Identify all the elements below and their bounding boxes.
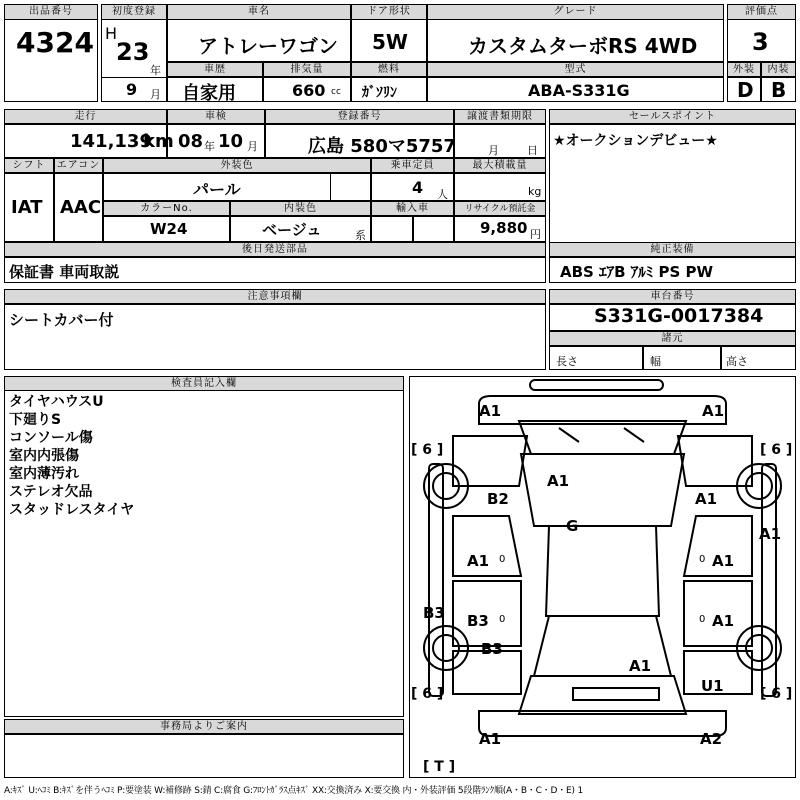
interior-value: ベージュ (262, 221, 322, 239)
equip-label: 純正装備 (549, 242, 796, 257)
interior-unit: 系 (355, 229, 366, 242)
maxload-label: 最大積載量 (454, 158, 546, 173)
sales-value: ★オークションデビュー★ (553, 133, 718, 149)
door-value: 5W (372, 30, 408, 54)
first-reg-label: 初度登録 (101, 4, 167, 20)
shift-label: シフト (4, 158, 54, 173)
history-value: 自家用 (182, 83, 236, 104)
maxload-unit: kg (528, 185, 542, 198)
office-label: 事務局よりご案内 (4, 719, 404, 734)
zero-mark: 0 (699, 554, 706, 565)
later-label: 後日発送部品 (4, 242, 546, 257)
damage-mark: A1 (712, 552, 735, 570)
tire-mark: [ 6 ] (760, 442, 793, 458)
front-fender-right (678, 436, 752, 486)
insp-year-unit: 年 (204, 140, 215, 153)
damage-mark: A1 (695, 490, 718, 508)
disp-unit: cc (331, 87, 341, 97)
colorno-value: W24 (150, 220, 188, 238)
zero-mark: 0 (499, 614, 506, 625)
door-label: ドア形状 (351, 4, 427, 20)
wiper-right (624, 428, 644, 442)
len-label: 長さ (556, 355, 578, 368)
damage-mark: A1 (479, 730, 502, 748)
tire-mark: [ 6 ] (411, 442, 444, 458)
zero-mark: 0 (699, 614, 706, 625)
inspector-line: 下廻りS (9, 412, 62, 428)
hood (519, 421, 686, 454)
damage-mark: B3 (423, 604, 445, 622)
int-value: B (771, 78, 787, 102)
colorno-label: カラーNo. (103, 201, 230, 216)
trunk-mark: [ T ] (423, 759, 456, 775)
inspector-lines (9, 393, 134, 519)
name-label: 車名 (167, 4, 351, 20)
ext-value: D (737, 78, 754, 102)
int-label: 内装 (761, 62, 796, 77)
inspector-label: 検査員記入欄 (4, 376, 404, 391)
model-label: 型式 (427, 62, 724, 77)
chassis-label: 車台番号 (549, 289, 796, 304)
color-cell-right (330, 173, 371, 201)
insp-year: 08 (178, 131, 204, 152)
shift-value: IAT (11, 197, 43, 218)
inspector-line: 室内薄汚れ (9, 466, 79, 482)
tire-rear-right (737, 626, 781, 670)
grade-label: グレード (427, 4, 724, 20)
import-label: 輸入車 (371, 201, 454, 216)
fuel-value: ｶﾞｿﾘﾝ (362, 85, 397, 101)
fuel-label: 燃料 (351, 62, 427, 77)
inspector-line: 室内内張傷 (9, 448, 79, 464)
damage-mark: A1 (467, 552, 490, 570)
rear-bumper-bottom (573, 688, 659, 700)
capacity-value: 4 (412, 178, 424, 197)
history-label: 車歴 (167, 62, 263, 77)
roof (546, 526, 659, 616)
transfer-label: 譲渡書類期限 (454, 109, 546, 124)
capacity-unit: 人 (437, 188, 448, 201)
lot-value: 4324 (16, 26, 94, 59)
recycle-value: 9,880 (480, 219, 528, 237)
year-value: 23 (116, 38, 150, 66)
color-label: 外装色 (103, 158, 371, 173)
dims-label: 諸元 (549, 331, 796, 346)
damage-mark: U1 (701, 677, 724, 695)
damage-mark: A1 (702, 402, 725, 420)
equip-value: ABS ｴｱB ｱﾙﾐ PS PW (560, 263, 714, 281)
wiper-left (559, 428, 579, 442)
damage-mark: A1 (759, 525, 782, 543)
color-value: パール (193, 180, 241, 199)
disp-value: 660 (292, 81, 326, 100)
damage-mark: A1 (629, 657, 652, 675)
inspector-line: ステレオ欠品 (9, 484, 93, 500)
transfer-month-unit: 月 (488, 144, 499, 157)
zero-mark: 0 (499, 554, 506, 565)
recycle-label: リサイクル預託金 (454, 201, 546, 216)
tire-mark: [ 6 ] (760, 686, 793, 702)
transfer-day-unit: 日 (527, 144, 538, 157)
windshield (521, 454, 684, 526)
damage-mark: A1 (712, 612, 735, 630)
mileage-label: 走行 (4, 109, 167, 124)
car-diagram (409, 376, 796, 778)
mileage-unit: km (143, 131, 174, 152)
ac-label: エアコン (54, 158, 103, 173)
damage-mark: A1 (547, 472, 570, 490)
damage-mark: B3 (481, 640, 503, 658)
score-label: 評価点 (727, 4, 796, 20)
inspector-line: コンソール傷 (9, 430, 93, 446)
plate-label: 登録番号 (265, 109, 454, 124)
height-label: 高さ (726, 355, 748, 368)
tailgate (519, 676, 686, 714)
damage-mark: G (566, 517, 579, 535)
era-value: H (105, 24, 118, 43)
ext-label: 外装 (727, 62, 761, 77)
plate-value: 広島 580マ5757 (308, 136, 456, 157)
name-value: アトレーワゴン (198, 34, 338, 58)
front-fender-left (453, 436, 527, 486)
front-bumper-top (530, 380, 663, 390)
month-unit: 月 (150, 88, 161, 101)
insp-month-unit: 月 (247, 140, 258, 153)
notes-label: 注意事項欄 (4, 289, 546, 304)
damage-mark: A1 (479, 402, 502, 420)
interior-label: 内装色 (230, 201, 371, 216)
tire-rear-right-inner (746, 635, 772, 661)
footer-legend: A:ｷｽﾞ U:ﾍｺﾐ B:ｷｽﾞを伴うﾍｺﾐ P:要塗装 W:補修跡 S:錆 C:腐食 G:ﾌﾛﾝﾄｶﾞﾗｽ点ｷｽﾞ XX:交換済み X:要交換 内・外装評価 5段階ﾗﾝｸ順(A・B・C・D・E) 1 (4, 786, 583, 796)
inspection-label: 車検 (167, 109, 265, 124)
grade-value: カスタムターボRS 4WD (468, 34, 698, 58)
model-value: ABA-S331G (528, 81, 630, 100)
capacity-label: 乗車定員 (371, 158, 454, 173)
office-cell (4, 734, 404, 778)
tire-rear-left-inner (433, 635, 459, 661)
inspector-line: タイヤハウスU (9, 394, 104, 410)
recycle-unit: 円 (530, 228, 541, 241)
tire-rear-left (424, 626, 468, 670)
insp-month: 10 (218, 131, 244, 152)
later-value: 保証書 車両取説 (9, 263, 120, 281)
width-label: 幅 (650, 355, 661, 368)
month-value: 9 (126, 80, 138, 99)
inspector-line: スタッドレスタイヤ (9, 502, 135, 518)
damage-mark: A2 (700, 730, 723, 748)
disp-label: 排気量 (263, 62, 351, 77)
front-bumper (479, 396, 726, 424)
damage-mark: B2 (487, 490, 509, 508)
import-cell-mid (412, 216, 414, 242)
lot-label: 出品番号 (4, 4, 98, 20)
notes-value: シートカバー付 (9, 311, 114, 329)
chassis-value: S331G-0017384 (594, 305, 764, 327)
damage-mark: B3 (467, 612, 489, 630)
year-unit: 年 (150, 64, 161, 77)
tire-mark: [ 6 ] (411, 686, 444, 702)
mileage-value: 141,139 (70, 131, 152, 152)
ac-value: AAC (60, 197, 102, 218)
score-value: 3 (752, 28, 769, 56)
sales-label: セールスポイント (549, 109, 796, 124)
